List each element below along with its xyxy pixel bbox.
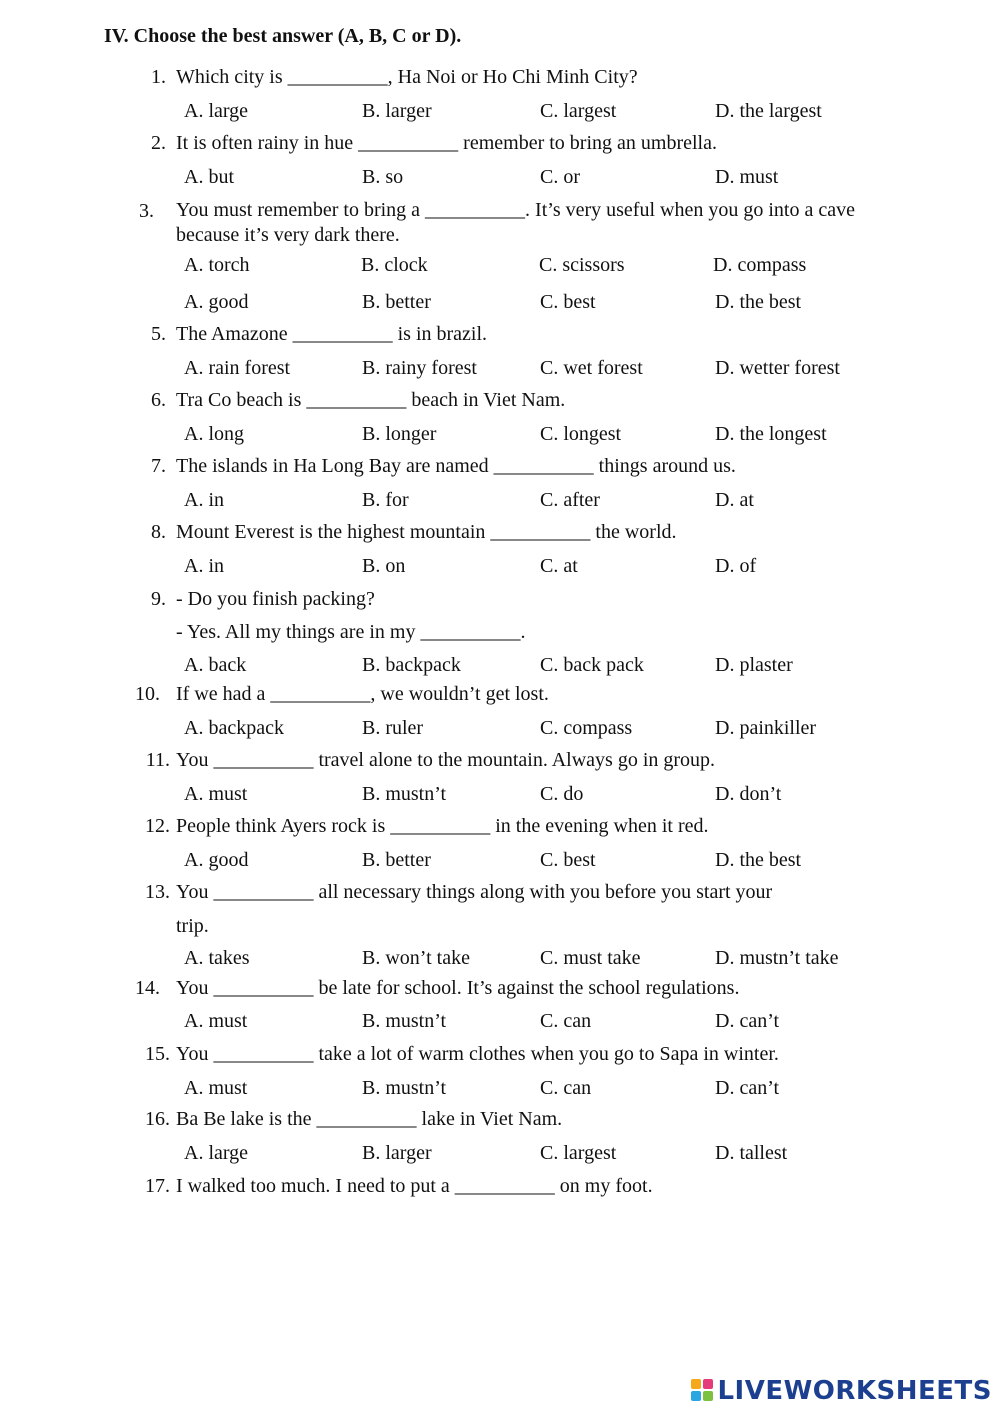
question-text: You __________ travel alone to the mountain. Always go in group. xyxy=(176,749,716,771)
option-a[interactable]: A. takes xyxy=(184,947,250,969)
option-d[interactable]: D. can’t xyxy=(715,1010,780,1032)
question-text: If we had a __________, we wouldn’t get lost. xyxy=(176,683,549,705)
option-c[interactable]: C. largest xyxy=(540,1142,617,1164)
option-d[interactable]: D. the best xyxy=(715,849,802,871)
question-text-line-2: trip. xyxy=(176,915,209,937)
option-a[interactable]: A. torch xyxy=(184,254,250,276)
option-c[interactable]: C. best xyxy=(540,849,596,871)
question-text-line-2: - Yes. All my things are in my __________. xyxy=(176,621,526,643)
question-text: You must remember to bring a __________. It’s very useful when you go into a cave because it’s very dark there. xyxy=(176,199,855,246)
option-d[interactable]: D. painkiller xyxy=(715,717,817,739)
option-b[interactable]: B. better xyxy=(362,291,431,313)
option-b[interactable]: B. clock xyxy=(361,254,428,276)
option-c[interactable]: C. can xyxy=(540,1010,592,1032)
option-a[interactable]: A. backpack xyxy=(184,717,284,739)
option-c[interactable]: C. wet forest xyxy=(540,357,643,379)
option-a[interactable]: A. large xyxy=(184,100,249,122)
question-text: Ba Be lake is the __________ lake in Viet Nam. xyxy=(176,1108,563,1130)
question-text: People think Ayers rock is __________ in the evening when it red. xyxy=(176,815,709,837)
question-text: I walked too much. I need to put a __________ on my foot. xyxy=(176,1175,653,1197)
option-d[interactable]: D. don’t xyxy=(715,783,782,805)
option-b[interactable]: B. won’t take xyxy=(362,947,470,969)
question-number: 2. xyxy=(151,132,166,154)
option-d[interactable]: D. the largest xyxy=(715,100,822,122)
question-number: 1. xyxy=(151,66,166,88)
option-a[interactable]: A. in xyxy=(184,555,224,577)
option-c[interactable]: C. at xyxy=(540,555,578,577)
option-d[interactable]: D. tallest xyxy=(715,1142,788,1164)
question-number: 10. xyxy=(135,683,160,705)
question-number: 7. xyxy=(151,455,166,477)
option-d[interactable]: D. of xyxy=(715,555,757,577)
question-text: You __________ all necessary things along with you before you start your xyxy=(176,881,773,903)
liveworksheets-logo-text: LIVEWORKSHEETS xyxy=(717,1376,992,1406)
option-d[interactable]: D. plaster xyxy=(715,654,793,676)
question-number: 9. xyxy=(151,588,166,610)
option-b[interactable]: B. larger xyxy=(362,1142,432,1164)
option-a[interactable]: A. long xyxy=(184,423,244,445)
question-number: 12. xyxy=(145,815,170,837)
option-c[interactable]: C. longest xyxy=(540,423,622,445)
option-a[interactable]: A. must xyxy=(184,1010,248,1032)
option-d[interactable]: D. wetter forest xyxy=(715,357,840,379)
question-text: The Amazone __________ is in brazil. xyxy=(176,323,488,345)
option-c[interactable]: C. largest xyxy=(540,100,617,122)
option-d[interactable]: D. at xyxy=(715,489,754,511)
option-c[interactable]: C. or xyxy=(540,166,580,188)
option-a[interactable]: A. must xyxy=(184,1077,248,1099)
question-number: 5. xyxy=(151,323,166,345)
question-number: 13. xyxy=(145,881,170,903)
option-a[interactable]: A. good xyxy=(184,291,249,313)
option-d[interactable]: D. the longest xyxy=(715,423,827,445)
option-d[interactable]: D. can’t xyxy=(715,1077,780,1099)
question-number: 3. xyxy=(139,200,154,222)
question-text: You __________ be late for school. It’s against the school regulations. xyxy=(176,977,740,999)
option-c[interactable]: C. best xyxy=(540,291,596,313)
question-number: 8. xyxy=(151,521,166,543)
option-d[interactable]: D. the best xyxy=(715,291,802,313)
question-number: 6. xyxy=(151,389,166,411)
option-d[interactable]: D. must xyxy=(715,166,779,188)
question-number: 16. xyxy=(145,1108,170,1130)
question-text: It is often rainy in hue __________ remember to bring an umbrella. xyxy=(176,132,717,154)
question-text: - Do you finish packing? xyxy=(176,588,375,610)
option-c[interactable]: C. must take xyxy=(540,947,641,969)
option-b[interactable]: B. so xyxy=(362,166,404,188)
option-d[interactable]: D. compass xyxy=(713,254,807,276)
option-b[interactable]: B. rainy forest xyxy=(362,357,477,379)
option-d[interactable]: D. mustn’t take xyxy=(715,947,839,969)
option-c[interactable]: C. can xyxy=(540,1077,592,1099)
liveworksheets-logo-icon xyxy=(691,1379,715,1403)
option-b[interactable]: B. ruler xyxy=(362,717,424,739)
option-b[interactable]: B. mustn’t xyxy=(362,1010,447,1032)
liveworksheets-logo xyxy=(691,1377,992,1405)
option-c[interactable]: C. after xyxy=(540,489,600,511)
option-b[interactable]: B. better xyxy=(362,849,431,871)
option-c[interactable]: C. back pack xyxy=(540,654,644,676)
option-a[interactable]: A. in xyxy=(184,489,224,511)
option-a[interactable]: A. rain forest xyxy=(184,357,291,379)
option-b[interactable]: B. for xyxy=(362,489,409,511)
option-c[interactable]: C. compass xyxy=(540,717,633,739)
question-text: Which city is __________, Ha Noi or Ho Chi Minh City? xyxy=(176,66,638,88)
option-c[interactable]: C. scissors xyxy=(539,254,625,276)
option-b[interactable]: B. backpack xyxy=(362,654,461,676)
option-a[interactable]: A. large xyxy=(184,1142,249,1164)
option-b[interactable]: B. on xyxy=(362,555,406,577)
option-a[interactable]: A. good xyxy=(184,849,249,871)
option-c[interactable]: C. do xyxy=(540,783,584,805)
option-b[interactable]: B. mustn’t xyxy=(362,783,447,805)
question-number: 15. xyxy=(145,1043,170,1065)
option-b[interactable]: B. mustn’t xyxy=(362,1077,447,1099)
question-text: The islands in Ha Long Bay are named __________ things around us. xyxy=(176,455,736,477)
option-b[interactable]: B. longer xyxy=(362,423,437,445)
question-number: 11. xyxy=(145,749,170,771)
section-heading: IV. Choose the best answer (A, B, C or D). xyxy=(104,25,462,47)
option-b[interactable]: B. larger xyxy=(362,100,432,122)
question-number: 14. xyxy=(135,977,160,999)
option-a[interactable]: A. must xyxy=(184,783,248,805)
question-text: Tra Co beach is __________ beach in Viet Nam. xyxy=(176,389,566,411)
question-text: Mount Everest is the highest mountain __________ the world. xyxy=(176,521,677,543)
question-text: You __________ take a lot of warm clothes when you go to Sapa in winter. xyxy=(176,1043,779,1065)
option-a[interactable]: A. but xyxy=(184,166,234,188)
option-a[interactable]: A. back xyxy=(184,654,247,676)
question-number: 17. xyxy=(145,1175,170,1197)
